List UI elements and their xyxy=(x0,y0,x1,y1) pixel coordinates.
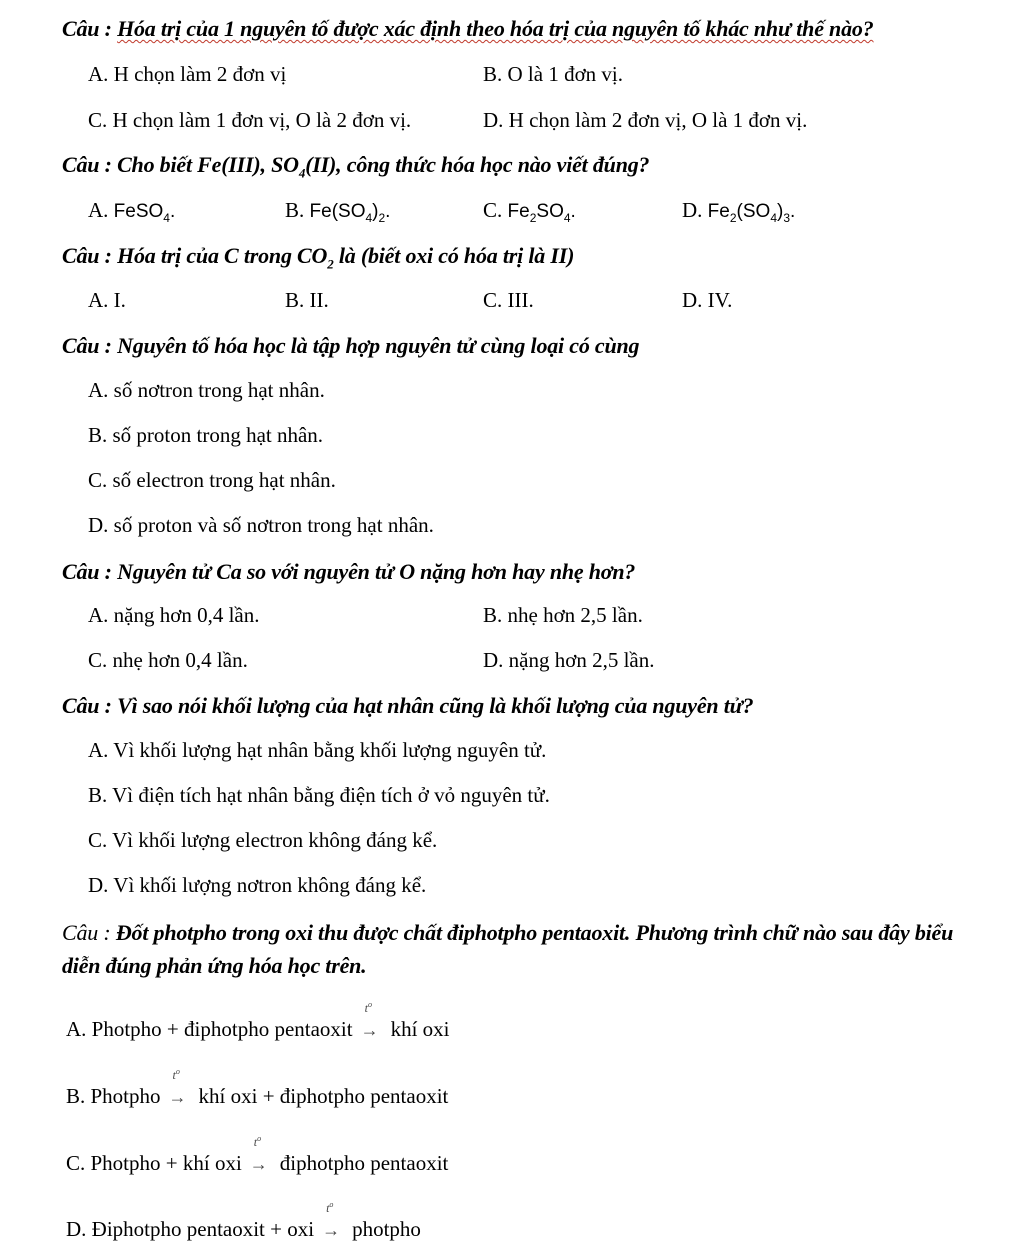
q1-option-b: B. O là 1 đơn vị. xyxy=(483,62,624,86)
temperature-degree: o xyxy=(367,1000,372,1009)
formula xyxy=(507,201,576,225)
formula-sub: 4 xyxy=(365,210,373,225)
q2-option-a xyxy=(88,198,175,225)
option-label: A. xyxy=(88,198,109,222)
question-2 xyxy=(62,152,649,181)
q6-option-c: C. Vì khối lượng electron không đáng kể. xyxy=(88,828,438,852)
question-3-stem xyxy=(117,243,575,272)
q1-option-a: A. H chọn làm 2 đơn vị xyxy=(88,62,287,86)
q1-option-d: D. H chọn làm 2 đơn vị, O là 1 đơn vị. xyxy=(483,108,808,132)
temperature-t: t xyxy=(364,1001,368,1015)
question-3-prefix: Câu : xyxy=(62,243,112,268)
question-1 xyxy=(62,16,874,42)
question-3-stem-sub: 2 xyxy=(327,256,334,272)
equation-left: B. Photpho xyxy=(66,1084,161,1108)
equation-left: A. Photpho + điphotpho pentaoxit xyxy=(66,1017,353,1041)
temperature-label xyxy=(326,1200,333,1216)
question-5 xyxy=(62,559,635,585)
q3-option-a: A. I. xyxy=(88,288,126,312)
formula-sub: 2 xyxy=(378,210,386,225)
arrow-icon: $t^o$ → xyxy=(360,1000,379,1040)
option-label: C. xyxy=(483,198,503,222)
q5-option-a: A. nặng hơn 0,4 lần. xyxy=(88,603,260,627)
q5-option-d: D. nặng hơn 2,5 lần. xyxy=(483,648,655,672)
formula-part: . xyxy=(790,201,796,222)
formula xyxy=(309,201,391,225)
equation-right: khí oxi xyxy=(390,1017,450,1041)
formula xyxy=(707,201,796,225)
q3-option-b: B. II. xyxy=(285,288,329,312)
temperature-label xyxy=(254,1134,261,1150)
question-1-prefix: Câu : xyxy=(62,16,112,41)
formula xyxy=(113,201,176,225)
q7-option-b xyxy=(66,1067,449,1109)
q3-option-c: C. III. xyxy=(483,288,534,312)
question-5-prefix: Câu : xyxy=(62,559,112,584)
q1-option-c: C. H chọn làm 1 đơn vị, O là 2 đơn vị. xyxy=(88,108,412,132)
temperature-degree: o xyxy=(257,1134,262,1143)
formula-part: . xyxy=(385,201,391,222)
temperature-degree: o xyxy=(329,1200,334,1209)
question-4-prefix: Câu : xyxy=(62,333,112,358)
q6-option-a: A. Vì khối lượng hạt nhân bằng khối lượng nguyên tử. xyxy=(88,738,547,762)
question-6-stem: Vì sao nói khối lượng của hạt nhân cũng là khối lượng của nguyên tử? xyxy=(117,693,754,718)
question-4-stem: Nguyên tố hóa học là tập hợp nguyên tử cùng loại có cùng xyxy=(117,333,640,358)
formula-part: . xyxy=(169,201,176,222)
q2-option-c xyxy=(483,198,576,225)
formula-sub: 4 xyxy=(163,210,170,225)
temperature-t: t xyxy=(172,1068,176,1082)
question-4 xyxy=(62,333,639,359)
q7-option-c xyxy=(66,1134,449,1176)
question-7-stem: Đốt photpho trong oxi thu được chất điphotpho pentaoxit. Phương trình chữ nào sau đây biểu diễn đúng phản ứng hóa học trên. xyxy=(62,920,954,978)
question-3-stem-part: là (biết oxi có hóa trị là II) xyxy=(333,243,575,268)
formula-sub: 4 xyxy=(770,210,778,225)
question-6 xyxy=(62,693,753,719)
question-2-prefix: Câu : xyxy=(62,152,112,177)
equation-right: khí oxi + điphotpho pentaoxit xyxy=(198,1084,449,1108)
formula-sub: 3 xyxy=(783,210,791,225)
arrow-icon: $t^o$ → xyxy=(322,1200,341,1240)
arrow-icon: $t^o$ → xyxy=(249,1134,268,1174)
temperature-degree: o xyxy=(175,1067,180,1076)
question-2-stem-sub: 4 xyxy=(298,165,306,181)
q6-option-d: D. Vì khối lượng nơtron không đáng kể. xyxy=(88,873,427,897)
temperature-label xyxy=(365,1000,372,1016)
equation-right: điphotpho pentaoxit xyxy=(279,1151,449,1175)
q6-option-b: B. Vì điện tích hạt nhân bằng điện tích ở vỏ nguyên tử. xyxy=(88,783,550,807)
equation-right: photpho xyxy=(352,1217,421,1241)
equation-left: D. Điphotpho pentaoxit + oxi xyxy=(66,1217,315,1241)
question-2-stem xyxy=(117,152,650,181)
temperature-label xyxy=(173,1067,180,1083)
q2-option-d xyxy=(682,198,795,225)
temperature-t: t xyxy=(253,1135,258,1149)
formula-sub: 2 xyxy=(529,210,537,225)
q4-option-b: B. số proton trong hạt nhân. xyxy=(88,423,324,447)
question-1-stem: Hóa trị của 1 nguyên tố được xác định theo hóa trị của nguyên tố khác như thế nào? xyxy=(117,16,874,41)
question-7 xyxy=(62,916,962,982)
question-3-stem-part: Hóa trị của C trong CO xyxy=(117,243,328,268)
formula-part: SO xyxy=(536,201,564,222)
formula-sub: 4 xyxy=(563,210,571,225)
arrow-icon: $t^o$ → xyxy=(168,1067,187,1107)
question-6-prefix: Câu : xyxy=(62,693,112,718)
q5-option-b: B. nhẹ hơn 2,5 lần. xyxy=(483,603,643,627)
formula-part: Fe(SO xyxy=(309,201,366,222)
temperature-t: t xyxy=(326,1201,330,1215)
formula-part: . xyxy=(570,201,576,222)
question-2-stem-part: (II), công thức hóa học nào viết đúng? xyxy=(305,152,650,177)
question-5-stem: Nguyên tử Ca so với nguyên tử O nặng hơn hay nhẹ hơn? xyxy=(117,559,636,584)
question-7-prefix: Câu : xyxy=(62,920,111,945)
equation-left: C. Photpho + khí oxi xyxy=(66,1151,242,1175)
q5-option-c: C. nhẹ hơn 0,4 lần. xyxy=(88,648,248,672)
q4-option-c: C. số electron trong hạt nhân. xyxy=(88,468,336,492)
formula-part: (SO xyxy=(736,201,771,222)
q4-option-a: A. số nơtron trong hạt nhân. xyxy=(88,378,325,402)
question-2-stem-part: Cho biết Fe(III), SO xyxy=(117,152,299,177)
q7-option-d xyxy=(66,1200,421,1242)
q7-option-a xyxy=(66,1000,450,1042)
formula-part: Fe xyxy=(707,201,730,222)
q2-option-b xyxy=(285,198,390,225)
formula-sub: 2 xyxy=(729,210,737,225)
formula-part: ) xyxy=(777,201,784,222)
formula-part: Fe xyxy=(507,201,530,222)
question-3 xyxy=(62,243,574,272)
option-label: B. xyxy=(285,198,305,222)
option-label: D. xyxy=(682,198,703,222)
formula-part: FeSO xyxy=(113,201,164,222)
formula-part: ) xyxy=(372,201,379,222)
q4-option-d: D. số proton và số nơtron trong hạt nhân. xyxy=(88,513,434,537)
q3-option-d: D. IV. xyxy=(682,288,733,312)
